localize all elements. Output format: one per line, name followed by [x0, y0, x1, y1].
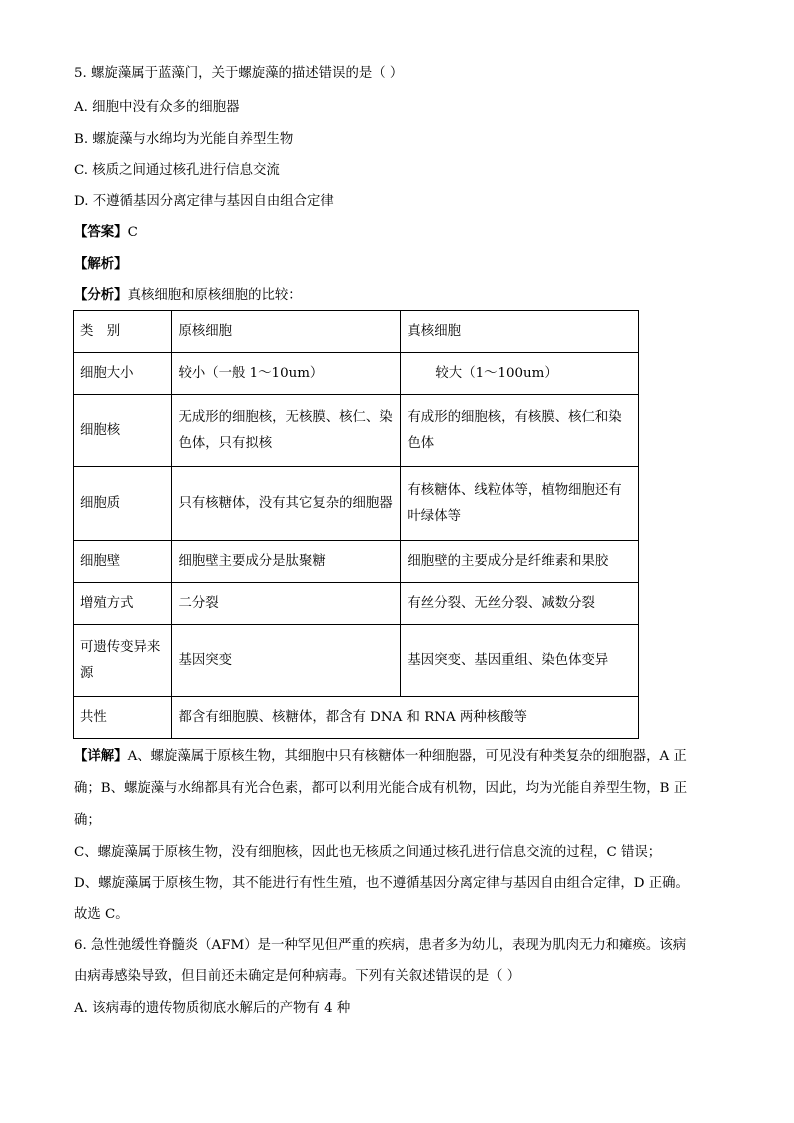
table-row: [74, 583, 639, 625]
question-5-option-d: D. 不遵循基因分离定律与基因自由组合定律: [74, 194, 334, 209]
detail-line-5: D、螺旋藻属于原核生物，其不能进行有性生殖，也不遵循基因分离定律与基因自由组合定律，D 正确。: [74, 876, 689, 891]
analysis-heading: [74, 257, 744, 273]
question-6-line-1: 6. 急性弛缓性脊髓炎（AFM）是一种罕见但严重的疾病，患者多为幼儿，表现为肌肉无力和瘫痪。该病: [74, 938, 687, 953]
table-cell-eukaryote: 基因突变、基因重组、染色体变异: [401, 625, 639, 697]
comparison-table: [73, 310, 639, 739]
table-cell-label: 可遗传变异来源: [74, 625, 172, 697]
table-cell-label: 细胞大小: [74, 353, 172, 395]
fenxi-line: [74, 288, 744, 304]
table-cell-prokaryote: 二分裂: [172, 583, 401, 625]
table-row: [74, 353, 639, 395]
table-cell-common: 都含有细胞膜、核糖体，都含有 DNA 和 RNA 两种核酸等: [172, 697, 639, 739]
detail-line-3: 确；: [74, 813, 101, 828]
table-cell-prokaryote: 较小（一般 1～10um）: [172, 353, 401, 395]
question-5-option-b: B. 螺旋藻与水绵均为光能自养型生物: [74, 132, 294, 147]
table-cell-label: 细胞质: [74, 467, 172, 541]
question-5-option-a: A. 细胞中没有众多的细胞器: [74, 100, 240, 115]
table-cell-label: 共性: [74, 697, 172, 739]
question-6-line-2: 由病毒感染导致，但目前还未确定是何种病毒。下列有关叙述错误的是（ ）: [74, 969, 521, 984]
table-cell-eukaryote: 有核糖体、线粒体等，植物细胞还有叶绿体等: [401, 467, 639, 541]
detail-line-1: [74, 749, 744, 765]
question-6-option-a: A. 该病毒的遗传物质彻底水解后的产物有 4 种: [74, 1001, 351, 1016]
detail-line-4: C、螺旋藻属于原核生物，没有细胞核，因此也无核质之间通过核孔进行信息交流的过程，C 错误；: [74, 845, 662, 860]
fenxi-tag: 【分析】: [74, 288, 128, 303]
table-row: [74, 625, 639, 697]
analysis-tag: 【解析】: [74, 257, 128, 272]
detail-line-2: 确；B、螺旋藻与水绵都具有光合色素，都可以利用光能合成有机物，因此，均为光能自养型生物，B 正: [74, 781, 688, 796]
detail-line-6: 故选 C。: [74, 907, 129, 922]
table-header-prokaryote: 原核细胞: [172, 311, 401, 353]
detail-tag: 【详解】: [74, 749, 128, 764]
table-header-row: [74, 311, 639, 353]
answer-value: C: [127, 225, 138, 240]
table-cell-eukaryote: 有成形的细胞核，有核膜、核仁和染色体: [401, 395, 639, 467]
table-cell-prokaryote: 只有核糖体，没有其它复杂的细胞器: [172, 467, 401, 541]
table-cell-eukaryote: 细胞壁的主要成分是纤维素和果胶: [401, 541, 639, 583]
table-header-eukaryote: 真核细胞: [401, 311, 639, 353]
table-cell-prokaryote: 无成形的细胞核，无核膜、核仁、染色体，只有拟核: [172, 395, 401, 467]
table-header-category: 类 别: [74, 311, 172, 353]
question-5-stem: 5. 螺旋藻属于蓝藻门，关于螺旋藻的描述错误的是（ ）: [74, 66, 404, 81]
table-cell-label: 细胞壁: [74, 541, 172, 583]
answer-line: [74, 225, 744, 241]
table-row: [74, 541, 639, 583]
table-cell-label: 增殖方式: [74, 583, 172, 625]
question-5-option-c: C. 核质之间通过核孔进行信息交流: [74, 163, 280, 178]
detail-text-1: A、螺旋藻属于原核生物，其细胞中只有核糖体一种细胞器，可见没有种类复杂的细胞器，A 正: [127, 749, 687, 764]
table-row-common: [74, 697, 639, 739]
table-cell-eukaryote: 有丝分裂、无丝分裂、减数分裂: [401, 583, 639, 625]
table-cell-prokaryote: 细胞壁主要成分是肽聚糖: [172, 541, 401, 583]
table-cell-eukaryote: 较大（1～100um）: [401, 353, 639, 395]
table-cell-label: 细胞核: [74, 395, 172, 467]
answer-tag: 【答案】: [74, 225, 128, 240]
table-row: [74, 467, 639, 541]
fenxi-text: 真核细胞和原核细胞的比较：: [127, 288, 302, 303]
table-row: [74, 395, 639, 467]
table-cell-prokaryote: 基因突变: [172, 625, 401, 697]
